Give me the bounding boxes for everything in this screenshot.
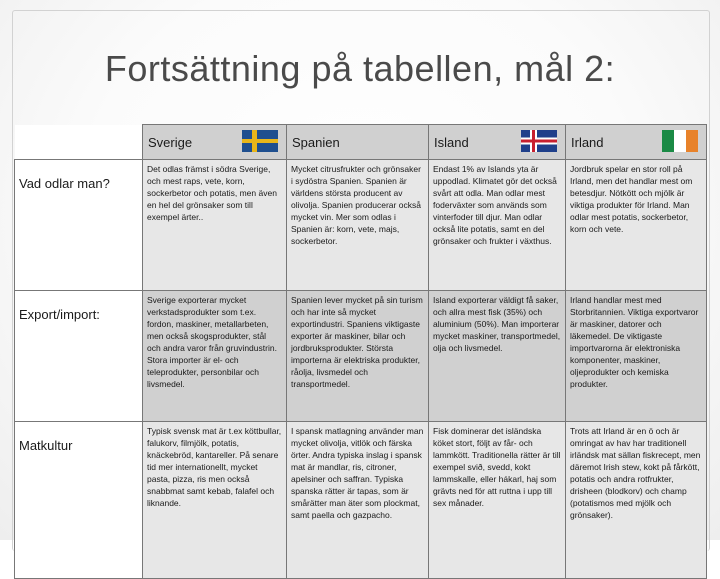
column-label: Island [434, 134, 469, 150]
column-label: Spanien [292, 134, 340, 150]
table-cell: Jordbruk spelar en stor roll på Irland, men det handlar mest om betesdjur. Nötkött och mjölk är viktiga produkter för Irland. Man odlar mest potatis, sockerbetor, korn och vete. [566, 160, 707, 291]
column-label: Sverige [148, 134, 193, 150]
table-row [15, 160, 707, 291]
row-header: Vad odlar man? [15, 160, 143, 291]
iceland-flag-icon [521, 130, 557, 152]
column-header-island [429, 125, 566, 160]
table-row [15, 291, 707, 422]
table-cell: Fisk dominerar det isländska köket stort, följt av får- och lammkött. Traditionella rätter är till exempel svið, svedd, kokt lammskalle, eller hákarl, haj som grävts ned för att ruttna i upp till sex månader. [429, 422, 566, 579]
ireland-flag-icon [662, 130, 698, 152]
column-label: Irland [571, 134, 604, 150]
table-cell: Island exporterar väldigt få saker, och allra mest fisk (35%) och aluminium (50%). Man importerar mycket maskiner, transportmedel, olja och livsmedel. [429, 291, 566, 422]
row-header: Matkultur [15, 422, 143, 579]
row-header: Export/import: [15, 291, 143, 422]
table-cell: Endast 1% av Islands yta är uppodlad. Klimatet gör det också svårt att odla. Man odlar mest foderväxter som används som vinterfoder till djur. Man odlar också lite potatis, samt en del grönsaker och frukter i växthus. [429, 160, 566, 291]
table-cell: Trots att Irland är en ö och är omringat av hav har traditionell irländsk mat sällan fiskrecept, men däremot Irish stew, kokt på fårkött, potatis och andra rotfrukter, drisheen (blodkorv) och champ (potatismos med mjölk och grönsaker). [566, 422, 707, 579]
table-cell: Sverige exporterar mycket verkstadsprodukter som t.ex. fordon, maskiner, metallarbeten, men också skogsprodukter, stål och andra varor från gruvindustrin. Stora importer är el- och teleprodukter, personbilar och livsmedel. [143, 291, 287, 422]
column-header-spanien [287, 125, 429, 160]
slide-title: Fortsättning på tabellen, mål 2: [104, 48, 616, 89]
comparison-table [14, 124, 707, 579]
table-cell: Irland handlar mest med Storbritannien. Viktiga exportvaror är maskiner, datorer och läkemedel. De viktigaste importvarorna är elektroniska komponenter, maskiner, oljeprodukter och kemiska produkter. [566, 291, 707, 422]
header-corner [15, 125, 143, 160]
column-header-irland [566, 125, 707, 160]
table-header-row [15, 125, 707, 160]
table-row [15, 422, 707, 579]
table-cell: Det odlas främst i södra Sverige, och mest raps, vete, korn, sockerbetor och potatis, men även en hel del grönsaker som till exempel ärter.. [143, 160, 287, 291]
sweden-flag-icon [242, 130, 278, 152]
table-cell: Spanien lever mycket på sin turism och har inte så mycket exportindustri. Spaniens viktigaste exporter är maskiner, bilar och jordbruksprodukter. Största importerna är elektriska produkter, råolja, livsmedel och transportmedel. [287, 291, 429, 422]
column-header-sverige [143, 125, 287, 160]
table-cell: Typisk svensk mat är t.ex köttbullar, falukorv, filmjölk, potatis, knäckebröd, kantareller. På senare tid mer internationellt, mycket pasta, pizza, ris men också snabbmat samt kebab, falafel och liknande. [143, 422, 287, 579]
table-cell: I spansk matlagning använder man mycket olivolja, vitlök och färska örter. Andra typiska inslag i spansk mat är mandlar, ris, citroner, apelsiner och saffran. Typiska spanska rätter är tapas, som är smårätter man äter som plockmat, samt paella och gazpacho. [287, 422, 429, 579]
table-cell: Mycket citrusfrukter och grönsaker i sydöstra Spanien. Spanien är världens största producent av olivolja. Spanien producerar också mycket vin. Mer som odlas i Spanien är: korn, vete, majs, sockerbetor. [287, 160, 429, 291]
